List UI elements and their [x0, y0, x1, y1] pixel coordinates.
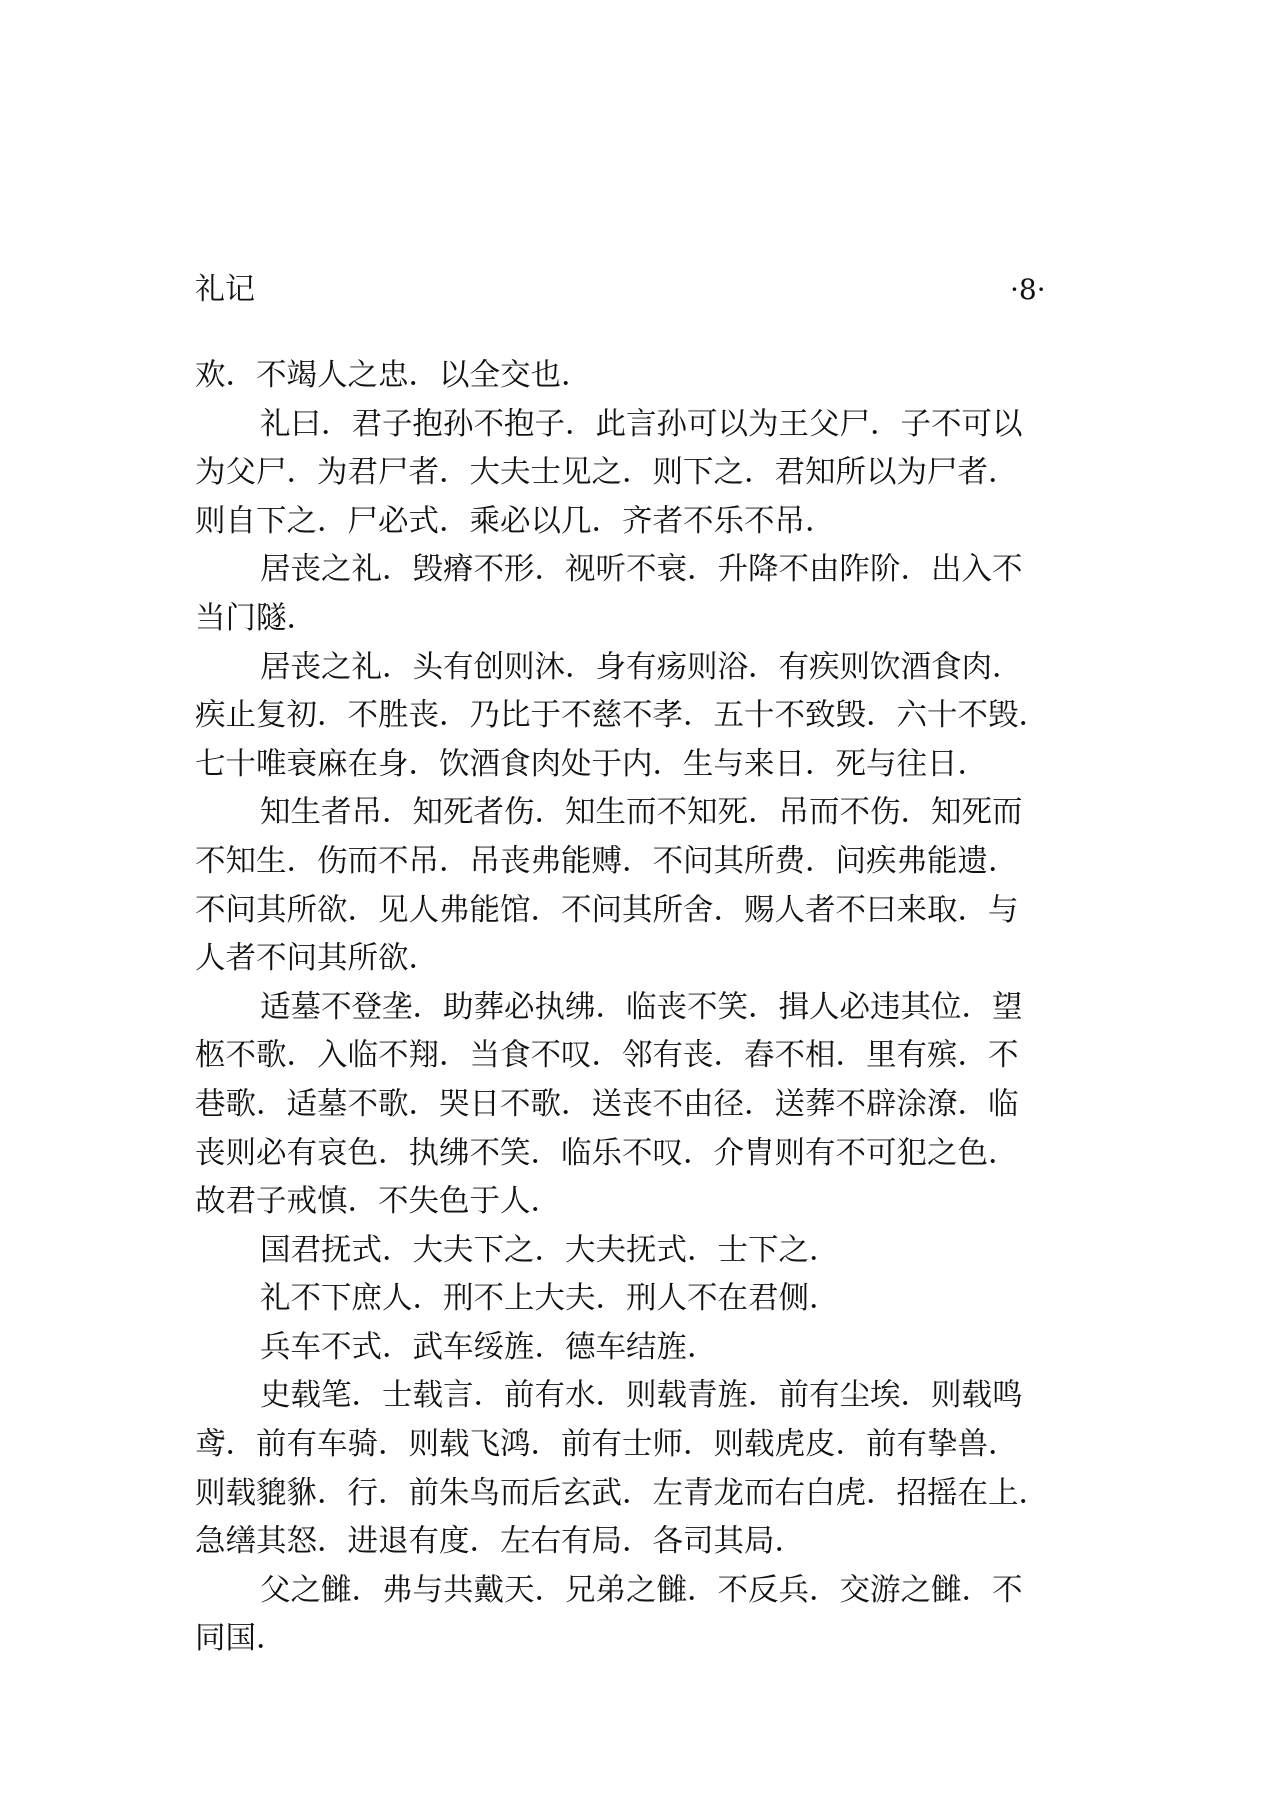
paragraph-first-line: 史载笔．士载言．前有水．则载青旌．前有尘埃．则载鸣: [260, 1378, 1023, 1414]
body-text: [195, 352, 1095, 1664]
text-line: 故君子戒慎．不失色于人．: [195, 1184, 561, 1220]
paragraph-first-line: 知生者吊．知死者伤．知生而不知死．吊而不伤．知死而: [260, 795, 1023, 831]
text-line: 同国．: [195, 1621, 287, 1657]
text-line: 为父尸．为君尸者．大夫士见之．则下之．君知所以为尸者．: [195, 455, 1019, 491]
text-line: 则载貔貅．行．前朱鸟而后玄武．左青龙而右白虎．招摇在上．: [195, 1475, 1049, 1511]
text-line: 巷歌．适墓不歌．哭日不歌．送丧不由径．送葬不辟涂潦．临: [195, 1086, 1019, 1122]
text-line: 欢．不竭人之忠．以全交也．: [195, 358, 592, 393]
paragraph-first-line: 礼不下庶人．刑不上大夫．刑人不在君侧．: [260, 1281, 840, 1317]
page-number: ·8·: [1010, 273, 1046, 306]
text-line: 当门隧．: [195, 600, 317, 636]
paragraph-first-line: 居丧之礼．头有创则沐．身有疡则浴．有疾则饮酒食肉．: [260, 649, 1023, 685]
text-line: 柩不歌．入临不翔．当食不叹．邻有丧．舂不相．里有殡．不: [195, 1038, 1019, 1074]
text-line: 鸢．前有车骑．则载飞鸿．前有士师．则载虎皮．前有挚兽．: [195, 1427, 1019, 1463]
paragraph-first-line: 适墓不登垄．助葬必执绋．临丧不笑．揖人必违其位．望: [260, 989, 1023, 1025]
text-line: 不问其所欲．见人弗能馆．不问其所舍．赐人者不曰来取．与: [195, 892, 1019, 928]
running-header-title: 礼记: [195, 272, 255, 307]
text-line: 急缮其怒．进退有度．左右有局．各司其局．: [195, 1524, 805, 1560]
text-line: 则自下之．尸必式．乘必以几．齐者不乐不吊．: [195, 503, 836, 539]
paragraph-first-line: 兵车不式．武车绥旌．德车结旌．: [260, 1329, 718, 1365]
text-line: 丧则必有哀色．执绋不笑．临乐不叹．介胄则有不可犯之色．: [195, 1135, 1019, 1171]
text-line: 不知生．伤而不吊．吊丧弗能赙．不问其所费．问疾弗能遗．: [195, 843, 1019, 879]
text-line: 疾止复初．不胜丧．乃比于不慈不孝．五十不致毁．六十不毁．: [195, 698, 1049, 734]
text-line: 七十唯衰麻在身．饮酒食肉处于内．生与来日．死与往日．: [195, 746, 988, 782]
paragraph-first-line: 父之雠．弗与共戴天．兄弟之雠．不反兵．交游之雠．不: [260, 1572, 1023, 1608]
paragraph-first-line: 居丧之礼．毁瘠不形．视听不衰．升降不由阼阶．出入不: [260, 552, 1023, 588]
paragraph-first-line: 国君抚式．大夫下之．大夫抚式．士下之．: [260, 1232, 840, 1268]
text-line: 人者不问其所欲．: [195, 941, 439, 977]
paragraph-first-line: 礼曰．君子抱孙不抱子．此言孙可以为王父尸．子不可以: [260, 406, 1023, 442]
